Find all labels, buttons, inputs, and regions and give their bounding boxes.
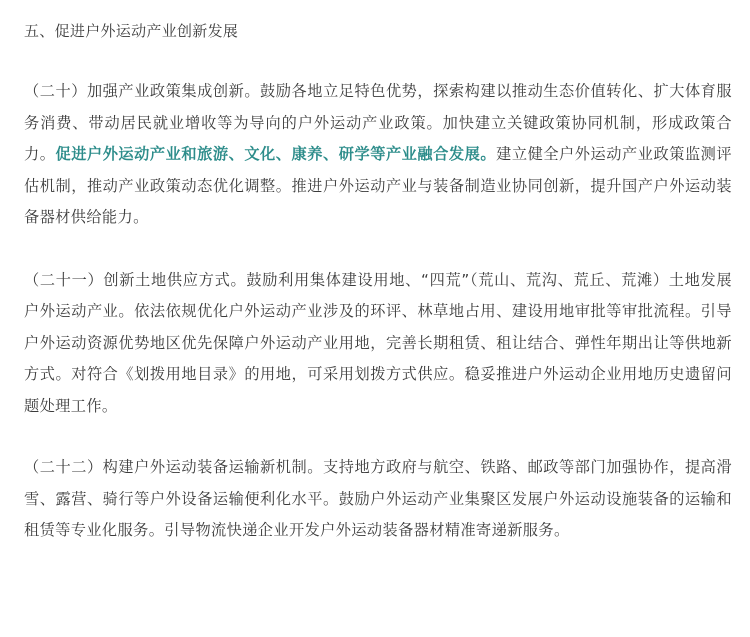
spacer xyxy=(24,46,732,76)
paragraph-21-text: （二十一）创新土地供应方式。鼓励利用集体建设用地、“四荒”（荒山、荒沟、荒丘、荒滩）土地发展户外运动产业。依法依规优化户外运动产业涉及的环评、林草地占用、建设用地审批等审批流程。引导户外运动资源优势地区优先保障户外运动产业用地，完善长期租赁、租让结合、弹性年期出让等供地新方式。对符合《划拨用地目录》的用地，可采用划拨方式供应。稳妥推进户外运动企业用地历史遗留问题处理工作。 xyxy=(24,270,732,415)
section-heading: 五、促进户外运动产业创新发展 xyxy=(24,22,239,40)
paragraph-21 xyxy=(24,265,732,423)
paragraph-20-text-continued: 建立健全户外运动产业政策监测评估机制，推动产业政策动态优化调整。推进户外运动产业与装备制造业协同创新，提升国产户外运动装备器材供给能力。 xyxy=(24,145,733,226)
spacer xyxy=(24,234,732,265)
paragraph-22 xyxy=(24,452,732,547)
paragraph-20-highlight: 促进户外运动产业和旅游、文化、康养、研学等产业融合发展。 xyxy=(55,145,497,163)
paragraph-22-text: （二十二）构建户外运动装备运输新机制。支持地方政府与航空、铁路、邮政等部门加强协作，提高滑雪、露营、骑行等户外设备运输便利化水平。鼓励户外运动产业集聚区发展户外运动设施装备的运输和租赁等专业化服务。引导物流快递企业开发户外运动装备器材精准寄递新服务。 xyxy=(24,458,732,539)
spacer xyxy=(24,422,732,452)
paragraph-20-text: （二十）加强产业政策集成创新。鼓励各地立足特色优势，探索构建以推动生态价值转化、扩大体育服务消费、带动居民就业增收等为导向的户外运动产业政策。加快建立关键政策协同机制，形成政策合力。 xyxy=(24,82,732,163)
paragraph-20 xyxy=(24,76,732,234)
